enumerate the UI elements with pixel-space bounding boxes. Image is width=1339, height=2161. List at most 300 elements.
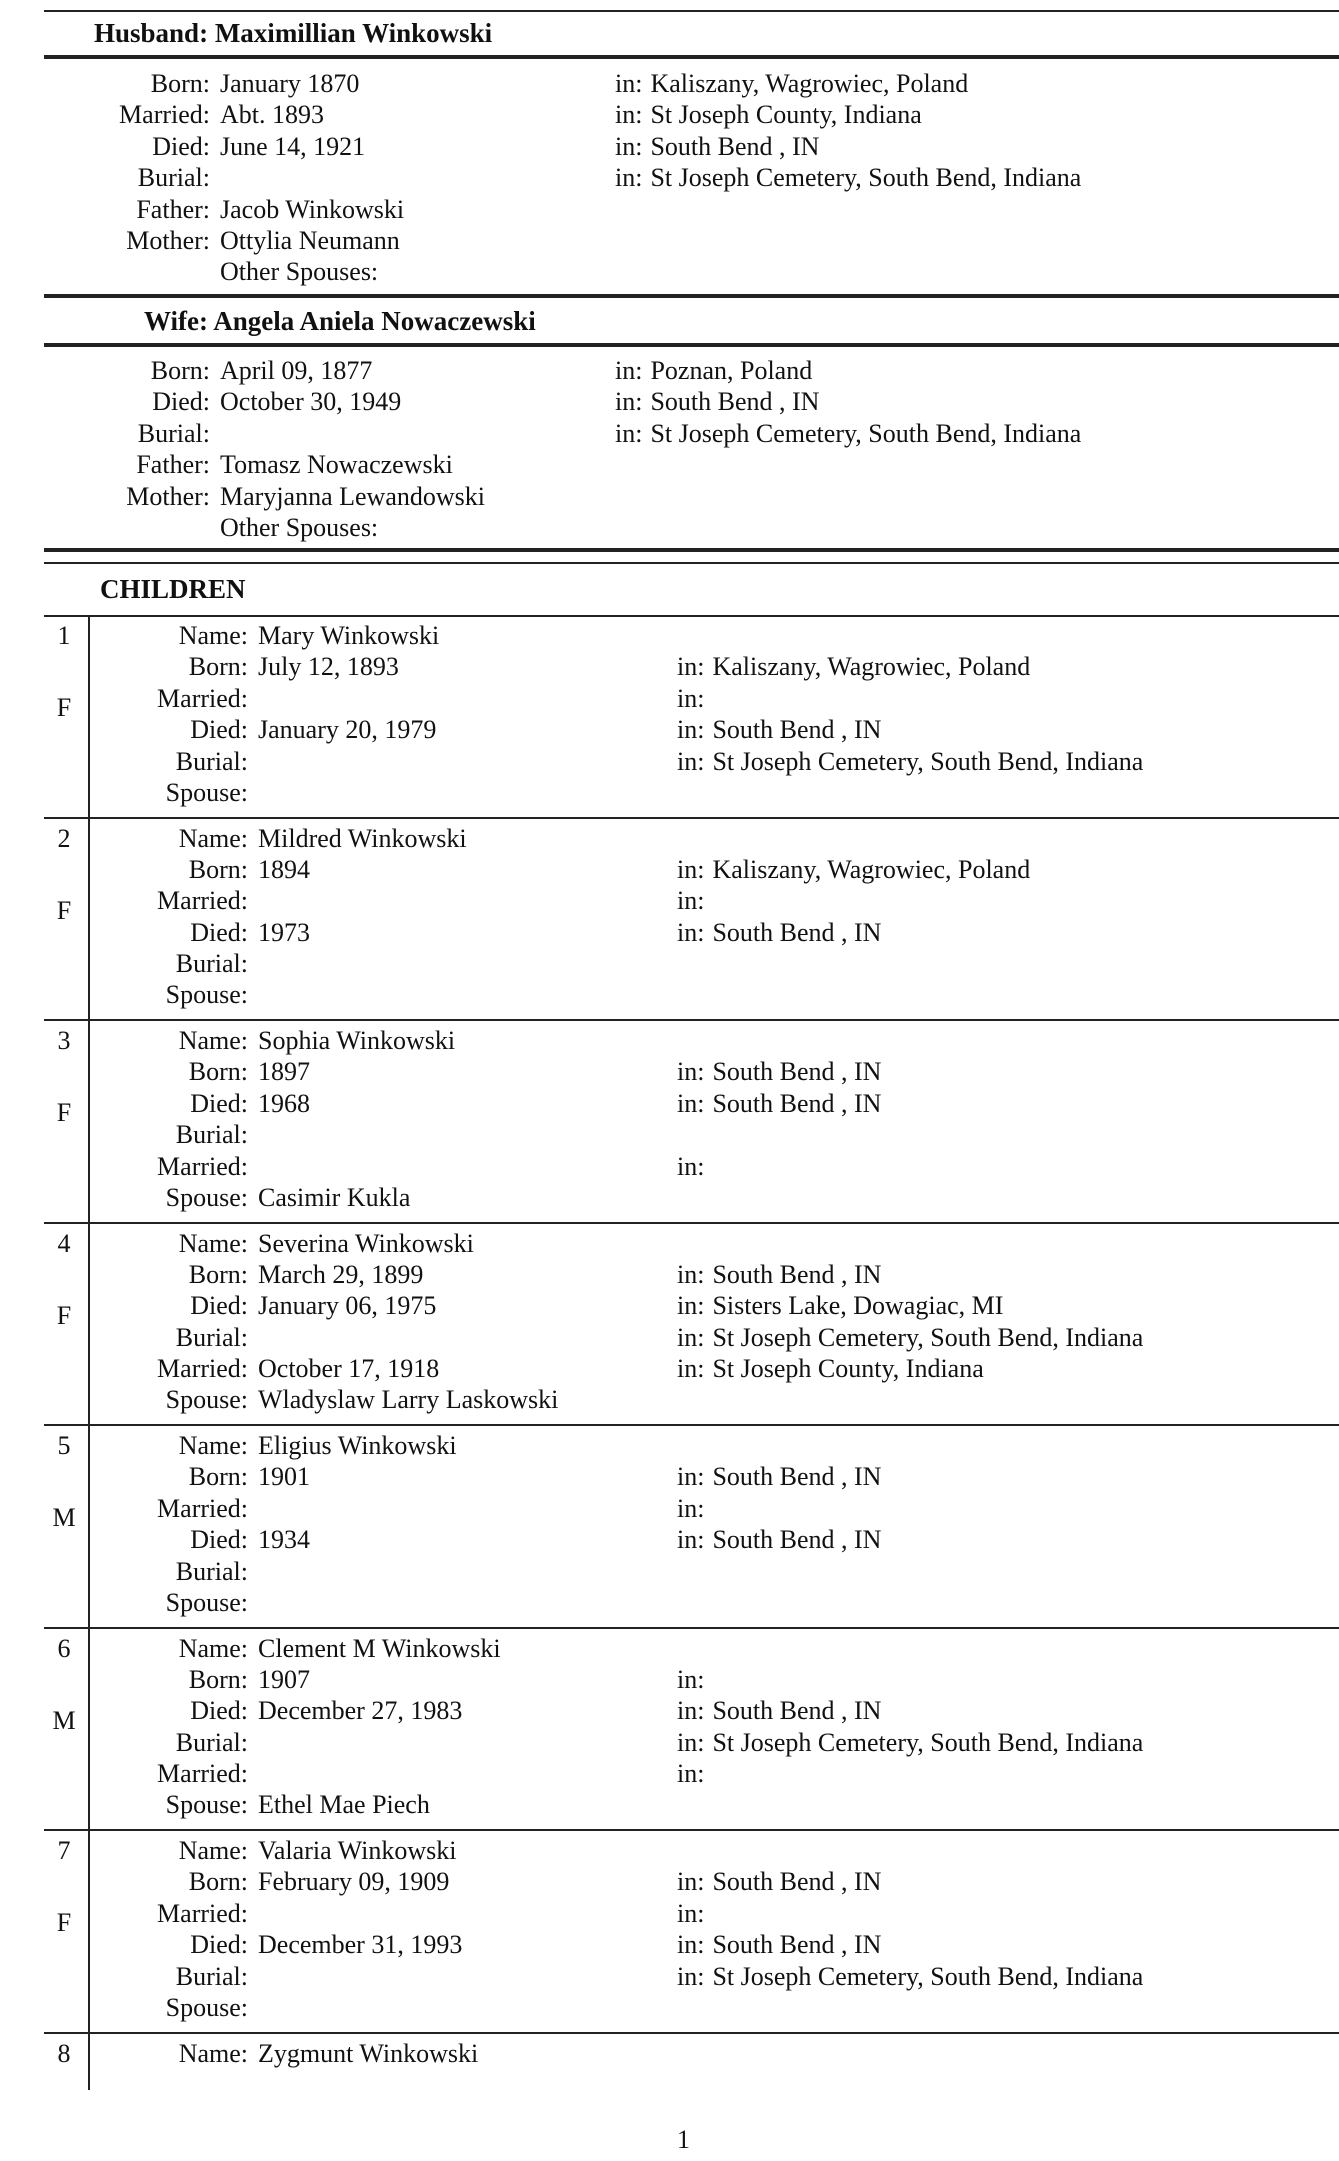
field-label: Name: [178,1836,248,1865]
place-in-label: in: [677,1867,705,1897]
place-in-label: in: [677,715,705,745]
place-in-label: in: [677,1291,705,1321]
field-row [90,162,404,193]
field-value: Wladyslaw Larry Laskowski [258,1385,559,1415]
field-label: Born: [150,356,210,385]
place-value: South Bend , IN [650,387,820,417]
field-label: Burial: [137,163,210,193]
field-value: Maryjanna Lewandowski [220,481,485,511]
field-value [248,1119,258,1150]
field-value: Ethel Mae Piech [258,1790,430,1820]
place-in-label: in: [677,1088,705,1118]
place-row [677,1322,1143,1353]
field-row [120,1898,462,1929]
field-value: Abt. 1893 [220,100,324,130]
place-in-label: in: [677,746,705,776]
field-value [248,1151,258,1182]
field-row [90,449,485,480]
field-label: Father: [136,450,210,480]
field-row [120,777,439,808]
field-row [120,1088,455,1119]
field-row [120,1695,501,1726]
field-label: Burial: [175,746,248,776]
field-label: Born: [150,69,210,98]
child-places [677,823,1030,949]
field-value [248,683,258,714]
field-row [90,355,485,386]
place-value: St Joseph County, Indiana [712,1354,984,1384]
field-label: Married: [157,1898,248,1928]
field-row [120,1929,462,1960]
field-row [120,948,467,979]
field-value [248,777,258,808]
husband-fields [90,68,404,288]
child-separator-rule [44,2032,1339,2034]
child-separator-rule [44,1627,1339,1629]
place-row [677,714,1143,745]
place-value: South Bend , IN [650,131,820,161]
place-row [615,131,1081,162]
field-row [120,714,439,745]
field-label: Married: [119,100,210,130]
place-value: South Bend , IN [712,1462,882,1492]
place-value: St Joseph Cemetery, South Bend, Indiana [712,1727,1144,1757]
field-value: Clement M Winkowski [258,1633,501,1663]
field-label: Married: [157,683,248,713]
field-label: Name: [178,2038,248,2068]
child-separator-rule [44,1424,1339,1426]
field-value [248,1758,258,1789]
place-value: South Bend , IN [712,917,882,947]
field-value: Zygmunt Winkowski [258,2038,479,2068]
place-in-label: in: [677,886,705,916]
field-row [120,1119,455,1150]
place-row [677,1259,1143,1290]
field-row [90,194,404,225]
place-row [677,651,1143,682]
field-label: Died: [190,715,248,745]
place-row [677,1025,881,1056]
child-places [677,1633,1143,1790]
child-places [677,1835,1143,1992]
page-number: 1 [677,2125,690,2154]
field-label: Father: [136,194,210,224]
place-row [677,1524,881,1555]
field-row [120,1664,501,1695]
place-row [677,1929,1143,1960]
field-label: Born: [188,1057,248,1087]
place-row [677,1430,881,1461]
place-in-label: in: [615,418,643,448]
field-row [120,1556,457,1587]
child-places [677,1025,881,1182]
place-row [677,1961,1143,1992]
field-row [120,1290,558,1321]
wife-rule [44,343,1339,347]
field-value [248,1992,258,2023]
place-in-label: in: [677,1259,705,1289]
place-in-label: in: [677,1759,705,1789]
field-value [248,746,258,777]
field-row [120,979,467,1010]
field-value [248,885,258,916]
place-row [615,418,1081,449]
wife-heading-label: Wife: [144,306,208,336]
child-fields [120,1025,455,1213]
field-row [120,1789,501,1820]
field-label: Name: [178,1633,248,1663]
field-row [90,131,404,162]
place-in-label: in: [677,1525,705,1555]
field-value [248,1556,258,1587]
child-fields [120,2038,478,2069]
field-label: Born: [188,652,248,682]
field-row [120,1461,457,1492]
field-value: Eligius Winkowski [258,1431,457,1460]
child-sex: F [56,693,72,722]
field-row [120,1524,457,1555]
field-row [120,1384,558,1415]
field-value: January 1870 [220,69,360,98]
field-row [120,917,467,948]
field-label: Burial: [175,1961,248,1991]
place-row [677,1119,881,1150]
place-in-label: in: [615,387,643,417]
field-value: 1934 [258,1525,310,1555]
field-value: Valaria Winkowski [258,1836,457,1865]
field-value: January 20, 1979 [258,715,437,745]
field-row [120,620,439,651]
child-fields [120,1835,462,2023]
field-row [90,225,404,256]
place-in-label: in: [615,131,643,161]
place-row [677,917,1030,948]
field-label: Burial: [175,949,248,979]
field-label: Born: [188,1664,248,1694]
field-row [120,1866,462,1897]
husband-heading [94,17,492,49]
field-value [248,1587,258,1618]
place-in-label: in: [677,1898,705,1928]
husband-name: Maximillian Winkowski [214,18,493,48]
field-row [120,1182,455,1213]
field-label: Spouse: [165,1182,248,1212]
field-label: Married: [157,1354,248,1384]
field-value: Jacob Winkowski [220,194,405,224]
place-in-label: in: [677,1057,705,1087]
wife-heading [144,305,536,337]
field-value [248,1322,258,1353]
child-separator-rule [44,1222,1339,1224]
place-in-label: in: [677,1696,705,1726]
field-value: January 06, 1975 [258,1291,437,1321]
place-value: South Bend , IN [712,1930,882,1960]
place-in-label: in: [677,1664,705,1694]
place-row [677,746,1143,777]
place-value: St Joseph Cemetery, South Bend, Indiana [650,163,1082,193]
field-value: March 29, 1899 [258,1259,424,1289]
field-row [120,1056,455,1087]
place-value: South Bend , IN [712,715,882,745]
place-value: South Bend , IN [712,1525,882,1555]
field-row [120,1259,558,1290]
field-label: Died: [190,1696,248,1726]
field-value [210,162,220,193]
child-number: 1 [57,621,71,650]
place-row [677,854,1030,885]
field-label: Died: [190,1088,248,1118]
child-fields [120,1228,558,1416]
place-value: St Joseph Cemetery, South Bend, Indiana [712,1322,1144,1352]
place-row [677,823,1030,854]
field-row [120,1727,501,1758]
place-in-label: in: [677,1354,705,1384]
place-row [677,1290,1143,1321]
field-label: Spouse: [165,1790,248,1820]
child-fields [120,1430,457,1618]
child-places [677,1228,1143,1385]
field-value: 1968 [258,1088,310,1118]
place-in-label: in: [677,1322,705,1352]
field-value: Other Spouses: [220,257,379,287]
field-row [90,512,485,543]
child-sex: F [56,895,72,925]
field-value: Mary Winkowski [258,621,440,650]
place-row [677,1695,1143,1726]
field-value: 1901 [258,1462,310,1492]
children-heading-rule [44,615,1339,617]
place-value: South Bend , IN [712,1057,882,1087]
field-value [248,1898,258,1929]
field-row [120,1228,558,1259]
field-value: June 14, 1921 [220,131,366,161]
child-number: 4 [57,1228,71,1258]
field-row [120,1992,462,2023]
field-value [248,1493,258,1524]
place-value: Kaliszany, Wagrowiec, Poland [712,854,1031,884]
place-row [677,1088,881,1119]
field-label: Died: [152,387,210,417]
place-row [677,1758,1143,1789]
field-value: December 27, 1983 [258,1696,463,1726]
place-row [615,68,1081,99]
field-label [90,512,210,543]
field-label: Spouse: [165,980,248,1010]
field-value: 1907 [258,1664,310,1694]
field-label: Spouse: [165,1385,248,1415]
place-in-label: in: [677,1961,705,1991]
place-in-label: in: [677,1151,705,1181]
place-row [677,1664,1143,1695]
place-row [677,1493,881,1524]
place-value: St Joseph Cemetery, South Bend, Indiana [712,1961,1144,1991]
field-label: Name: [178,1431,248,1460]
field-label: Died: [152,131,210,161]
place-in-label: in: [615,163,643,193]
field-label: Burial: [175,1556,248,1586]
place-value: Sisters Lake, Dowagiac, MI [712,1291,1004,1321]
child-number: 3 [57,1026,71,1055]
field-row [120,1430,457,1461]
husband-places [615,68,1081,194]
child-sex: F [56,1300,72,1330]
wife-places [615,355,1081,449]
field-row [120,1758,501,1789]
field-label: Spouse: [165,777,248,807]
field-label: Name: [178,621,248,650]
child-number: 8 [57,2038,71,2068]
child-number: 5 [57,1431,71,1460]
place-value: Poznan, Poland [650,356,813,385]
place-row [677,1866,1143,1897]
children-top-rule [44,562,1339,564]
place-in-label: in: [677,1930,705,1960]
place-row [677,1151,881,1182]
field-row [120,651,439,682]
child-sex: M [52,1503,76,1532]
field-row [120,1961,462,1992]
field-label: Name: [178,1228,248,1258]
field-value: 1894 [258,854,310,884]
place-in-label: in: [677,683,705,713]
field-label: Born: [188,854,248,884]
field-label: Married: [157,1151,248,1181]
field-value: December 31, 1993 [258,1930,463,1960]
place-value: St Joseph County, Indiana [650,100,922,130]
place-row [677,683,1143,714]
field-row [120,683,439,714]
place-value: St Joseph Cemetery, South Bend, Indiana [712,746,1144,776]
field-value: October 17, 1918 [258,1354,440,1384]
field-row [120,1493,457,1524]
field-row [120,1322,558,1353]
field-row [120,1353,558,1384]
field-row [120,854,467,885]
field-value: 1897 [258,1057,310,1087]
place-row [677,1228,1143,1259]
field-value [248,1961,258,1992]
place-in-label: in: [677,652,705,682]
field-row [90,386,485,417]
place-row [677,1898,1143,1929]
field-label [90,256,210,287]
field-label: Died: [190,1930,248,1960]
place-value: Kaliszany, Wagrowiec, Poland [712,652,1031,682]
husband-rule [44,55,1339,59]
field-value: Severina Winkowski [258,1228,474,1258]
field-row [120,885,467,916]
place-in-label: in: [677,917,705,947]
field-value: July 12, 1893 [258,652,399,682]
field-row [90,99,404,130]
field-value: Other Spouses: [220,512,379,542]
field-label: Name: [178,823,248,853]
field-label: Burial: [137,418,210,448]
field-row [90,418,485,449]
wife-fields [90,355,485,543]
husband-end-rule [44,294,1339,298]
child-sex: F [56,1908,72,1937]
field-label: Born: [188,1462,248,1492]
place-value: South Bend , IN [712,1867,882,1897]
field-value [248,1727,258,1758]
field-label: Died: [190,917,248,947]
field-value: 1973 [258,917,310,947]
child-separator-rule [44,1829,1339,1831]
child-separator-rule [44,817,1339,819]
field-row [120,1633,501,1664]
place-row [615,162,1081,193]
field-row [120,823,467,854]
child-number: 6 [57,1633,71,1663]
field-row [120,1587,457,1618]
field-label: Born: [188,1259,248,1289]
child-number: 7 [57,1836,71,1865]
field-label: Spouse: [165,1587,248,1617]
place-row [615,99,1081,130]
field-label: Married: [157,1759,248,1789]
field-row [90,68,404,99]
field-value: Tomasz Nowaczewski [220,450,453,480]
place-in-label: in: [677,854,705,884]
place-value: South Bend , IN [712,1259,882,1289]
wife-name: Angela Aniela Nowaczewski [213,306,536,336]
field-label: Born: [188,1867,248,1897]
wife-end-rule [44,548,1339,552]
place-row [615,355,1081,386]
field-label: Died: [190,1291,248,1321]
field-label: Burial: [175,1727,248,1757]
children-divider [88,615,90,2090]
child-number: 2 [57,823,71,853]
top-rule [44,10,1339,12]
place-row [677,1461,881,1492]
field-label: Burial: [175,1322,248,1352]
field-label: Spouse: [165,1992,248,2022]
place-row [677,1633,1143,1664]
field-label: Died: [190,1525,248,1555]
child-fields [120,823,467,1011]
field-row [120,1835,462,1866]
field-value [248,948,258,979]
field-row [120,2038,478,2069]
place-in-label: in: [615,356,643,385]
place-row [677,620,1143,651]
field-label: Mother: [126,225,210,255]
place-row [677,1056,881,1087]
child-places [677,620,1143,777]
field-value: Casimir Kukla [258,1182,411,1212]
field-row [120,1151,455,1182]
child-sex: M [52,1705,76,1735]
child-sex: F [56,1098,72,1127]
place-value: South Bend , IN [712,1088,882,1118]
field-label: Married: [157,1493,248,1523]
field-value [210,418,220,449]
place-value: Kaliszany, Wagrowiec, Poland [650,69,969,98]
field-value: Ottylia Neumann [220,225,400,255]
place-in-label: in: [615,100,643,130]
place-in-label: in: [615,69,643,98]
field-label: Burial: [175,1120,248,1150]
place-in-label: in: [677,1462,705,1492]
field-row [90,256,404,287]
place-row [677,1727,1143,1758]
child-fields [120,620,439,808]
field-row [90,481,485,512]
child-fields [120,1633,501,1821]
field-label: Mother: [126,481,210,511]
